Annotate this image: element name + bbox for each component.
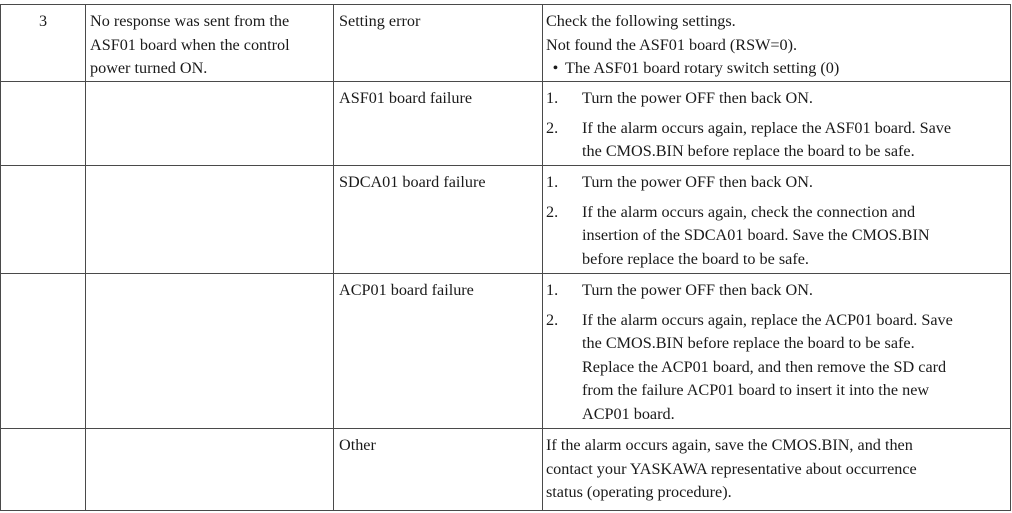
alarm-number-cell	[1, 166, 86, 274]
cause-text: ACP01 board failure	[339, 281, 474, 299]
cause-cell	[334, 5, 543, 82]
cause-text: SDCA01 board failure	[339, 173, 486, 191]
bullet-icon: •	[552, 59, 559, 77]
condition-text: No response was sent from the ASF01 board when the control power turned ON.	[90, 12, 290, 77]
remedy-bullet-text: The ASF01 board rotary switch setting (0)	[565, 59, 840, 77]
step-text: Turn the power OFF then back ON.	[582, 281, 813, 299]
remedy-bullet-item	[546, 57, 1002, 81]
cause-text: Setting error	[339, 12, 421, 30]
table-row	[1, 166, 1011, 274]
step-text: Turn the power OFF then back ON.	[582, 173, 813, 191]
alarm-remedy-table	[0, 4, 1011, 511]
step-number: 2.	[546, 118, 559, 137]
cause-cell	[334, 429, 543, 511]
step-number: 1.	[546, 281, 559, 299]
condition-cell	[86, 5, 334, 82]
step-text: Turn the power OFF then back ON.	[582, 89, 813, 107]
alarm-number-cell	[1, 429, 86, 511]
condition-cell	[86, 274, 334, 429]
remedy-line: Check the following settings.	[546, 12, 736, 30]
remedy-text: If the alarm occurs again, save the CMOS.BIN, and then contact your YASKAWA representative about occurrence status (operating procedure).	[546, 436, 917, 501]
condition-cell	[86, 166, 334, 274]
condition-cell	[86, 429, 334, 511]
remedy-cell	[543, 82, 1011, 166]
table-row	[1, 5, 1011, 82]
cause-cell	[334, 166, 543, 274]
remedy-step	[546, 171, 1002, 195]
remedy-cell	[543, 5, 1011, 82]
step-text: If the alarm occurs again, replace the ACP01 board. Save the CMOS.BIN before replace the board to be safe. Replace the ACP01 board, and then remove the SD card from the failure ACP01 board to insert it into the new ACP01 board.	[582, 310, 953, 423]
alarm-number-cell	[1, 82, 86, 166]
step-text: If the alarm occurs again, check the connection and insertion of the SDCA01 board. Save the CMOS.BIN before replace the board to be safe.	[582, 202, 930, 268]
remedy-step	[546, 309, 1002, 427]
remedy-cell	[543, 429, 1011, 511]
alarm-number-cell	[1, 274, 86, 429]
remedy-cell	[543, 274, 1011, 429]
step-number: 2.	[546, 202, 559, 221]
step-number: 1.	[546, 89, 559, 107]
step-text: If the alarm occurs again, replace the ASF01 board. Save the CMOS.BIN before replace the board to be safe.	[582, 118, 952, 160]
remedy-step	[546, 117, 1002, 164]
table-row	[1, 429, 1011, 511]
alarm-number-cell	[1, 5, 86, 82]
remedy-step	[546, 279, 1002, 303]
cause-cell	[334, 82, 543, 166]
cause-text: Other	[339, 436, 376, 454]
cause-text: ASF01 board failure	[339, 89, 473, 107]
table-row	[1, 82, 1011, 166]
step-number: 2.	[546, 310, 559, 329]
alarm-number: 3	[38, 12, 48, 30]
table-row	[1, 274, 1011, 429]
remedy-step	[546, 87, 1002, 111]
step-number: 1.	[546, 173, 559, 191]
remedy-line: Not found the ASF01 board (RSW=0).	[546, 35, 798, 54]
remedy-step	[546, 201, 1002, 272]
condition-cell	[86, 82, 334, 166]
cause-cell	[334, 274, 543, 429]
remedy-cell	[543, 166, 1011, 274]
